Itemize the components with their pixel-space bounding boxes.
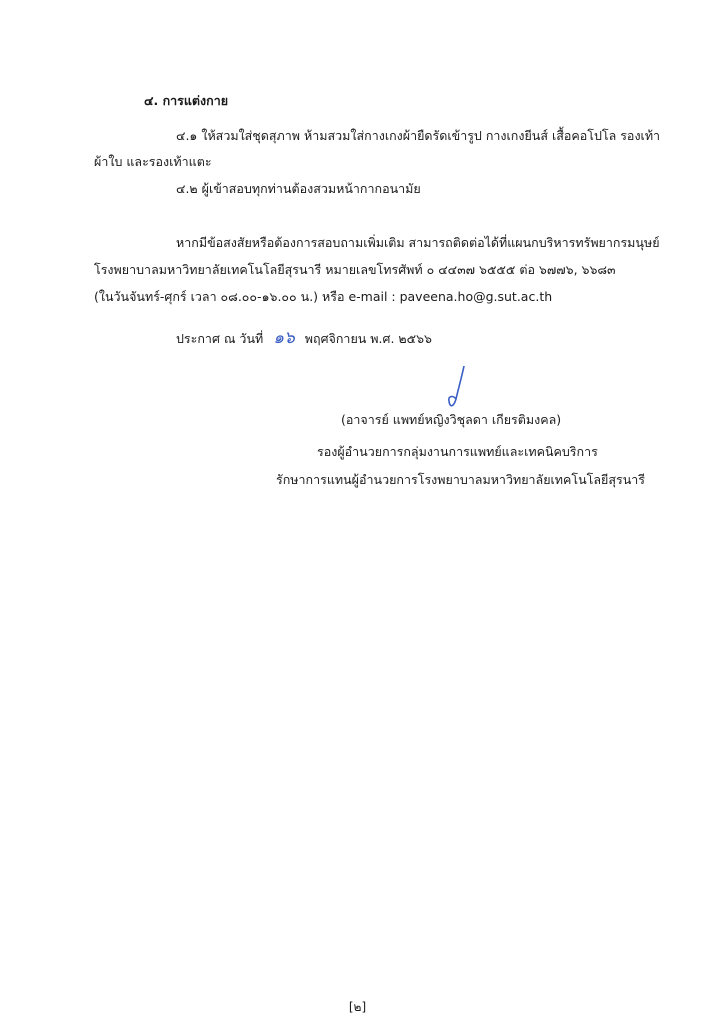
announcement-month-year: พฤศจิกายน พ.ศ. ๒๕๖๖ xyxy=(304,331,432,346)
contact-line-2: โรงพยาบาลมหาวิทยาลัยเทคโนโลยีสุรนารี หมายเลขโทรศัพท์ ๐ ๔๔๓๗ ๖๕๕๕ ต่อ ๖๗๗๖, ๖๖๘๓ xyxy=(94,262,616,277)
announcement-date xyxy=(176,329,432,348)
signatory-position-2: รักษาการแทนผู้อำนวยการโรงพยาบาลมหาวิทยาลัยเทคโนโลยีสุรนารี xyxy=(276,472,645,487)
dress-rule-2: ๔.๒ ผู้เข้าสอบทุกท่านต้องสวมหน้ากากอนามัย xyxy=(176,181,421,196)
announcement-day: ๑๖ xyxy=(273,328,295,348)
section-heading-number: ๔. xyxy=(144,93,159,108)
signature-mark xyxy=(448,366,488,410)
section-heading xyxy=(144,92,228,110)
section-heading-text: การแต่งกาย xyxy=(162,93,229,108)
page-number: [๒] xyxy=(348,1000,367,1014)
signatory-name: (อาจารย์ แพทย์หญิงวิชุลดา เกียรติมงคล) xyxy=(341,412,562,427)
dress-rule-1-line-2: ผ้าใบ และรองเท้าแตะ xyxy=(94,154,212,169)
dress-rule-1-line-1: ๔.๑ ให้สวมใส่ชุดสุภาพ ห้ามสวมใส่กางเกงผ้ายืดรัดเข้ารูป กางเกงยีนส์ เสื้อคอโปโล รองเท้า xyxy=(176,128,661,143)
announcement-prefix: ประกาศ ณ วันที่ xyxy=(176,331,264,346)
contact-line-3: (ในวันจันทร์-ศุกร์ เวลา ๐๘.๐๐-๑๖.๐๐ น.) หรือ e-mail : paveena.ho@g.sut.ac.th xyxy=(94,289,553,304)
signatory-position-1: รองผู้อำนวยการกลุ่มงานการแพทย์และเทคนิคบริการ xyxy=(317,444,598,459)
contact-line-1: หากมีข้อสงสัยหรือต้องการสอบถามเพิ่มเติม สามารถติดต่อได้ที่แผนกบริหารทรัพยากรมนุษย์ xyxy=(176,235,660,250)
